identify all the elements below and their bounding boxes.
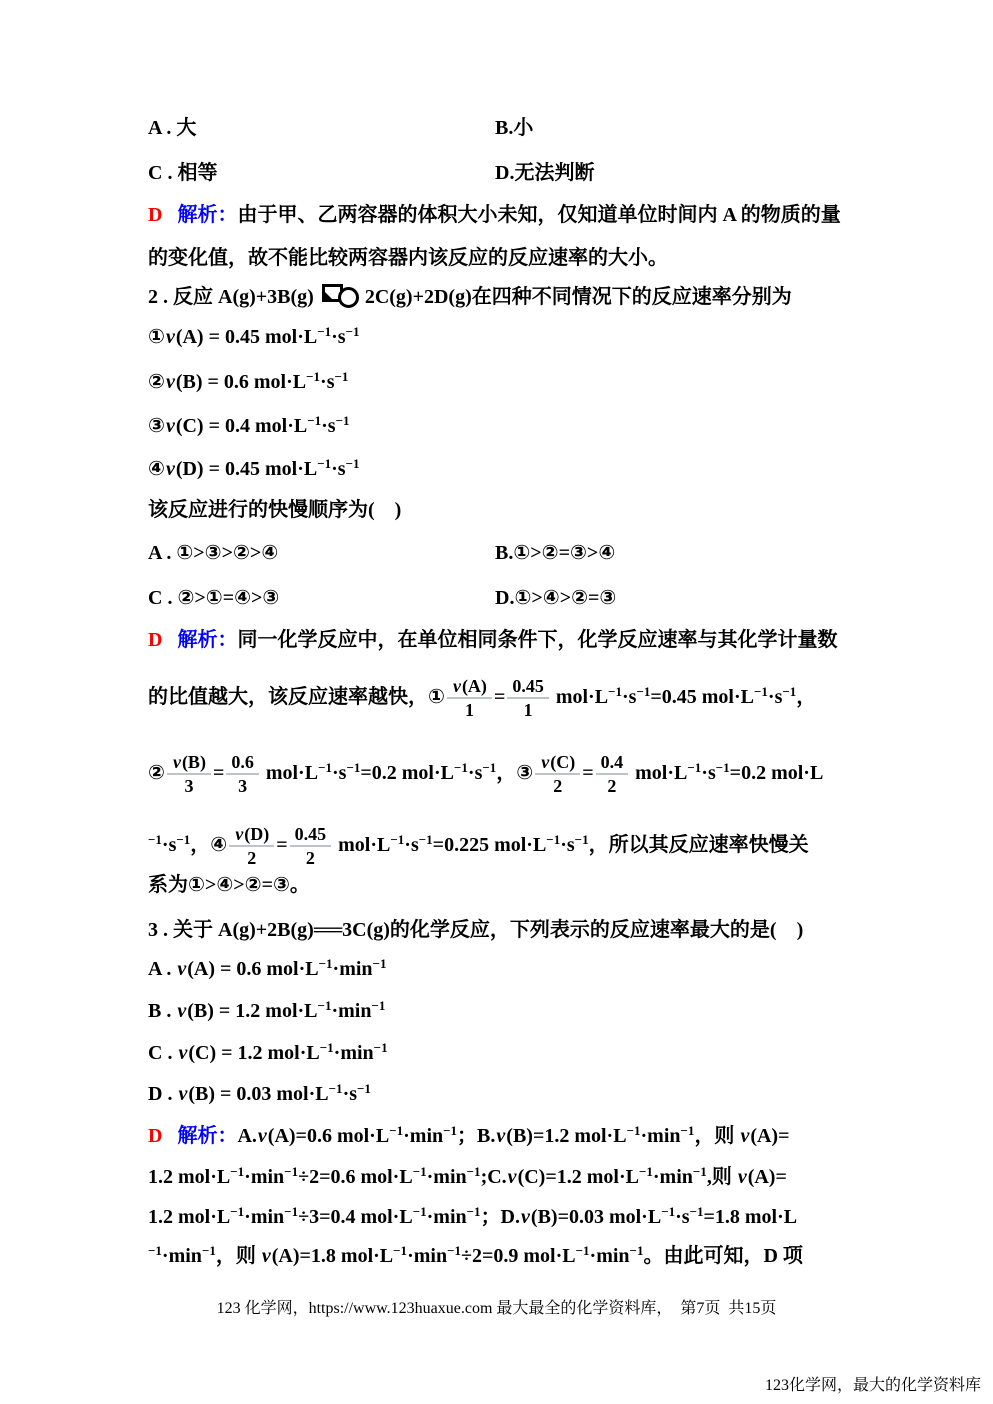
variable: v — [165, 371, 175, 393]
superscript: −1 — [689, 1204, 704, 1219]
superscript: −1 — [317, 456, 332, 471]
superscript: −1 — [230, 1204, 245, 1219]
variable: v — [452, 676, 461, 697]
superscript: −1 — [148, 1243, 162, 1258]
q1-option-d: D.无法判断 — [495, 162, 595, 184]
fraction: $\frac{0.45}{2}$ — [290, 824, 332, 868]
variable: v — [496, 1125, 506, 1147]
q1-option-b: B.小 — [495, 117, 534, 139]
variable: v — [178, 1083, 188, 1105]
superscript: −1 — [454, 760, 468, 775]
q3-option-a: A . v(A) = 0.6 $mol\cdot L^{-1}\cdot\min^{-1}$ — [148, 956, 387, 980]
superscript: −1 — [176, 832, 191, 847]
q2-rate-1: ①v(A) = 0.45 $mol\cdot L^{-1}\cdot s^{-1}$ — [148, 324, 360, 348]
superscript: −1 — [284, 1164, 299, 1179]
fraction: $\frac{v(D)}{2}$ — [229, 824, 274, 868]
variable: v — [165, 458, 175, 480]
variable: v — [740, 1125, 750, 1147]
superscript: −1 — [335, 413, 350, 428]
q3-option-b: B . v(B) = 1.2 $mol\cdot L^{-1}\cdot\min^{-1}$ — [148, 998, 386, 1022]
variable: v — [177, 1000, 187, 1022]
variable: v — [521, 1206, 530, 1228]
superscript: −1 — [284, 1204, 299, 1219]
watermark: 123化学网，最大的化学资料库 — [764, 1377, 981, 1394]
superscript: −1 — [148, 832, 162, 847]
colored-text: D — [148, 204, 163, 226]
variable: v — [261, 1245, 271, 1267]
superscript: −1 — [636, 684, 651, 699]
variable: v — [235, 824, 244, 845]
equilibrium-symbol — [319, 283, 365, 309]
q2-analysis-line-1: D 解析：同一化学反应中，在单位相同条件下，化学反应速率与其化学计量数 — [148, 629, 838, 651]
superscript: −1 — [412, 1204, 427, 1219]
superscript: −1 — [357, 1081, 371, 1096]
superscript: −1 — [307, 413, 322, 428]
superscript: −1 — [687, 760, 702, 775]
q1-analysis-line-1: D 解析：由于甲、乙两容器的体积大小未知，仅知道单位时间内 A 的物质的量 — [148, 204, 841, 226]
superscript: −1 — [575, 1243, 590, 1258]
colored-text: 解析： — [177, 1125, 238, 1147]
variable: v — [507, 1166, 517, 1188]
q2-prompt: 该反应进行的快慢顺序为( ) — [148, 499, 402, 521]
fraction: $\frac{0.6}{3}$ — [226, 752, 259, 796]
q2-rate-2: ②v(B) = 0.6 $mol\cdot L^{-1}\cdot s^{-1}$ — [148, 369, 349, 393]
variable: v — [178, 1042, 188, 1064]
q2-analysis-line-4: $^{-1}\cdot s^{-1}$，④ $\frac{v(D)}{2}$ = $\frac{0.45}{2}$ $mol\cdot L^{-1}\cdot s^{-1}=0.225$ $mol\cdot L^{-1}\cdot s^{-1}$，所以其反应速率快慢关 — [148, 824, 809, 868]
superscript: −1 — [317, 998, 332, 1013]
superscript: −1 — [319, 1040, 334, 1055]
superscript: −1 — [546, 832, 561, 847]
superscript: −1 — [680, 1123, 695, 1138]
q2-analysis-line-5: 系为①>④>②=③。 — [148, 874, 310, 896]
superscript: −1 — [345, 456, 360, 471]
superscript: −1 — [390, 832, 405, 847]
superscript: −1 — [230, 1164, 245, 1179]
superscript: −1 — [412, 1164, 427, 1179]
fraction: $\frac{0.45}{1}$ — [507, 676, 549, 720]
q2-rate-4: ④v(D) = 0.45 $mol\cdot L^{-1}\cdot s^{-1}$ — [148, 456, 360, 480]
colored-text: 解析： — [177, 629, 238, 651]
colored-text: 解析： — [177, 204, 238, 226]
q3-analysis-line-1: D 解析：A.v(A)=0.6 $mol\cdot L^{-1}\cdot\min^{-1}$；B.v(B)=1.2 $mol\cdot L^{-1}\cdot\min^{-1}$，则 v(A)= — [148, 1123, 790, 1147]
fraction: $\frac{v(A)}{1}$ — [447, 676, 492, 720]
superscript: −1 — [318, 956, 333, 971]
q2-option-a: A . ①>③>②>④ — [148, 542, 279, 564]
superscript: −1 — [328, 1081, 343, 1096]
superscript: −1 — [345, 324, 360, 339]
variable: v — [165, 415, 175, 437]
superscript: −1 — [317, 324, 332, 339]
q1-option-c: C . 相等 — [148, 162, 218, 184]
superscript: −1 — [389, 1123, 404, 1138]
superscript: −1 — [443, 1123, 458, 1138]
superscript: −1 — [447, 1243, 461, 1258]
q2-analysis-line-3: ② $\frac{v(B)}{3}$ = $\frac{0.6}{3}$ $mol\cdot L^{-1}\cdot s^{-1}=0.2$ $mol\cdot L^{-1}\cdot s^{-1}$，③ $\frac{v(C)}{2}$ = $\frac{0.4}{2}$ $mol\cdot L^{-1}\cdot s^{-1}=0.2$ mol·L — [148, 752, 824, 796]
q3-analysis-line-2: 1.2 $mol\cdot L^{-1}\cdot\min^{-1}\div 2=0.6$ $mol\cdot L^{-1}\cdot\min^{-1};C.v(C)=1.2$ $mol\cdot L^{-1}\cdot\min^{-1}$,则 v(A)= — [148, 1164, 787, 1188]
superscript: −1 — [418, 832, 433, 847]
superscript: −1 — [306, 369, 321, 384]
q2-rate-3: ③v(C) = 0.4 $mol\cdot L^{-1}\cdot s^{-1}$ — [148, 413, 350, 437]
q1-option-a: A . 大 — [148, 117, 197, 139]
superscript: −1 — [715, 760, 730, 775]
variable: v — [737, 1166, 747, 1188]
superscript: −1 — [754, 684, 768, 699]
q2-option-d: D.①>④>②=③ — [495, 587, 617, 609]
superscript: −1 — [608, 684, 622, 699]
q3-stem: 3 . 关于 A(g)+2B(g)══3C(g)的化学反应，下列表示的反应速率最大的是( ) — [148, 919, 804, 941]
q2-analysis-line-2: 的比值越大，该反应速率越快，① $\frac{v(A)}{1}$ = $\frac{0.45}{1}$ $mol\cdot L^{-1}\cdot s^{-1}=0.45$ $mol\cdot L^{-1}\cdot s^{-1}$， — [148, 676, 817, 720]
superscript: −1 — [629, 1243, 644, 1258]
superscript: −1 — [201, 1243, 216, 1258]
superscript: −1 — [393, 1243, 408, 1258]
colored-text: D — [148, 629, 163, 651]
page-footer: 123 化学网，https://www.123huaxue.com 最大最全的化学资料库， 第7页 共15页 — [216, 1300, 777, 1317]
variable: v — [257, 1125, 267, 1147]
superscript: −1 — [318, 760, 332, 775]
variable: v — [541, 752, 550, 773]
superscript: −1 — [482, 760, 497, 775]
superscript: −1 — [346, 760, 361, 775]
superscript: −1 — [626, 1123, 641, 1138]
q1-analysis-line-2: 的变化值，故不能比较两容器内该反应的反应速率的大小。 — [148, 247, 668, 269]
superscript: −1 — [372, 956, 387, 971]
superscript: −1 — [334, 369, 349, 384]
colored-text: D — [148, 1125, 163, 1147]
q2-option-c: C . ②>①=④>③ — [148, 587, 280, 609]
fraction: $\frac{v(C)}{2}$ — [535, 752, 580, 796]
superscript: −1 — [782, 684, 797, 699]
q3-option-c: C . v(C) = 1.2 $mol\cdot L^{-1}\cdot\min^{-1}$ — [148, 1040, 388, 1064]
variable: v — [177, 958, 187, 980]
superscript: −1 — [371, 998, 386, 1013]
superscript: −1 — [466, 1204, 481, 1219]
q3-analysis-line-3: 1.2 $mol\cdot L^{-1}\cdot\min^{-1}\div 3=0.4$ $mol\cdot L^{-1}\cdot\min^{-1}$；D.v(B)=0.03 $mol\cdot L^{-1}\cdot s^{-1}=1.8$ mol·L — [148, 1204, 798, 1228]
variable: v — [172, 752, 181, 773]
q2-stem: 2 . 反应 A(g)+3B(g) 2C(g)+2D(g)在四种不同情况下的反应速率分别为 — [148, 283, 792, 310]
fraction: $\frac{0.4}{2}$ — [596, 752, 629, 796]
superscript: −1 — [638, 1164, 653, 1179]
superscript: −1 — [574, 832, 589, 847]
q2-option-b: B.①>②=③>④ — [495, 542, 616, 564]
q3-analysis-line-4: $^{-1}\cdot\min^{-1}$，则 v(A)=1.8 $mol\cdot L^{-1}\cdot\min^{-1}\div 2=0.9$ $mol\cdot L^{-1}\cdot\min^{-1}$。由此可知，D 项 — [148, 1243, 803, 1267]
q3-option-d: D . v(B) = 0.03 $mol\cdot L^{-1}\cdot s^{-1}$ — [148, 1081, 371, 1105]
superscript: −1 — [692, 1164, 707, 1179]
variable: v — [165, 326, 175, 348]
superscript: −1 — [661, 1204, 676, 1219]
superscript: −1 — [466, 1164, 481, 1179]
superscript: −1 — [373, 1040, 388, 1055]
fraction: $\frac{v(B)}{3}$ — [167, 752, 211, 796]
